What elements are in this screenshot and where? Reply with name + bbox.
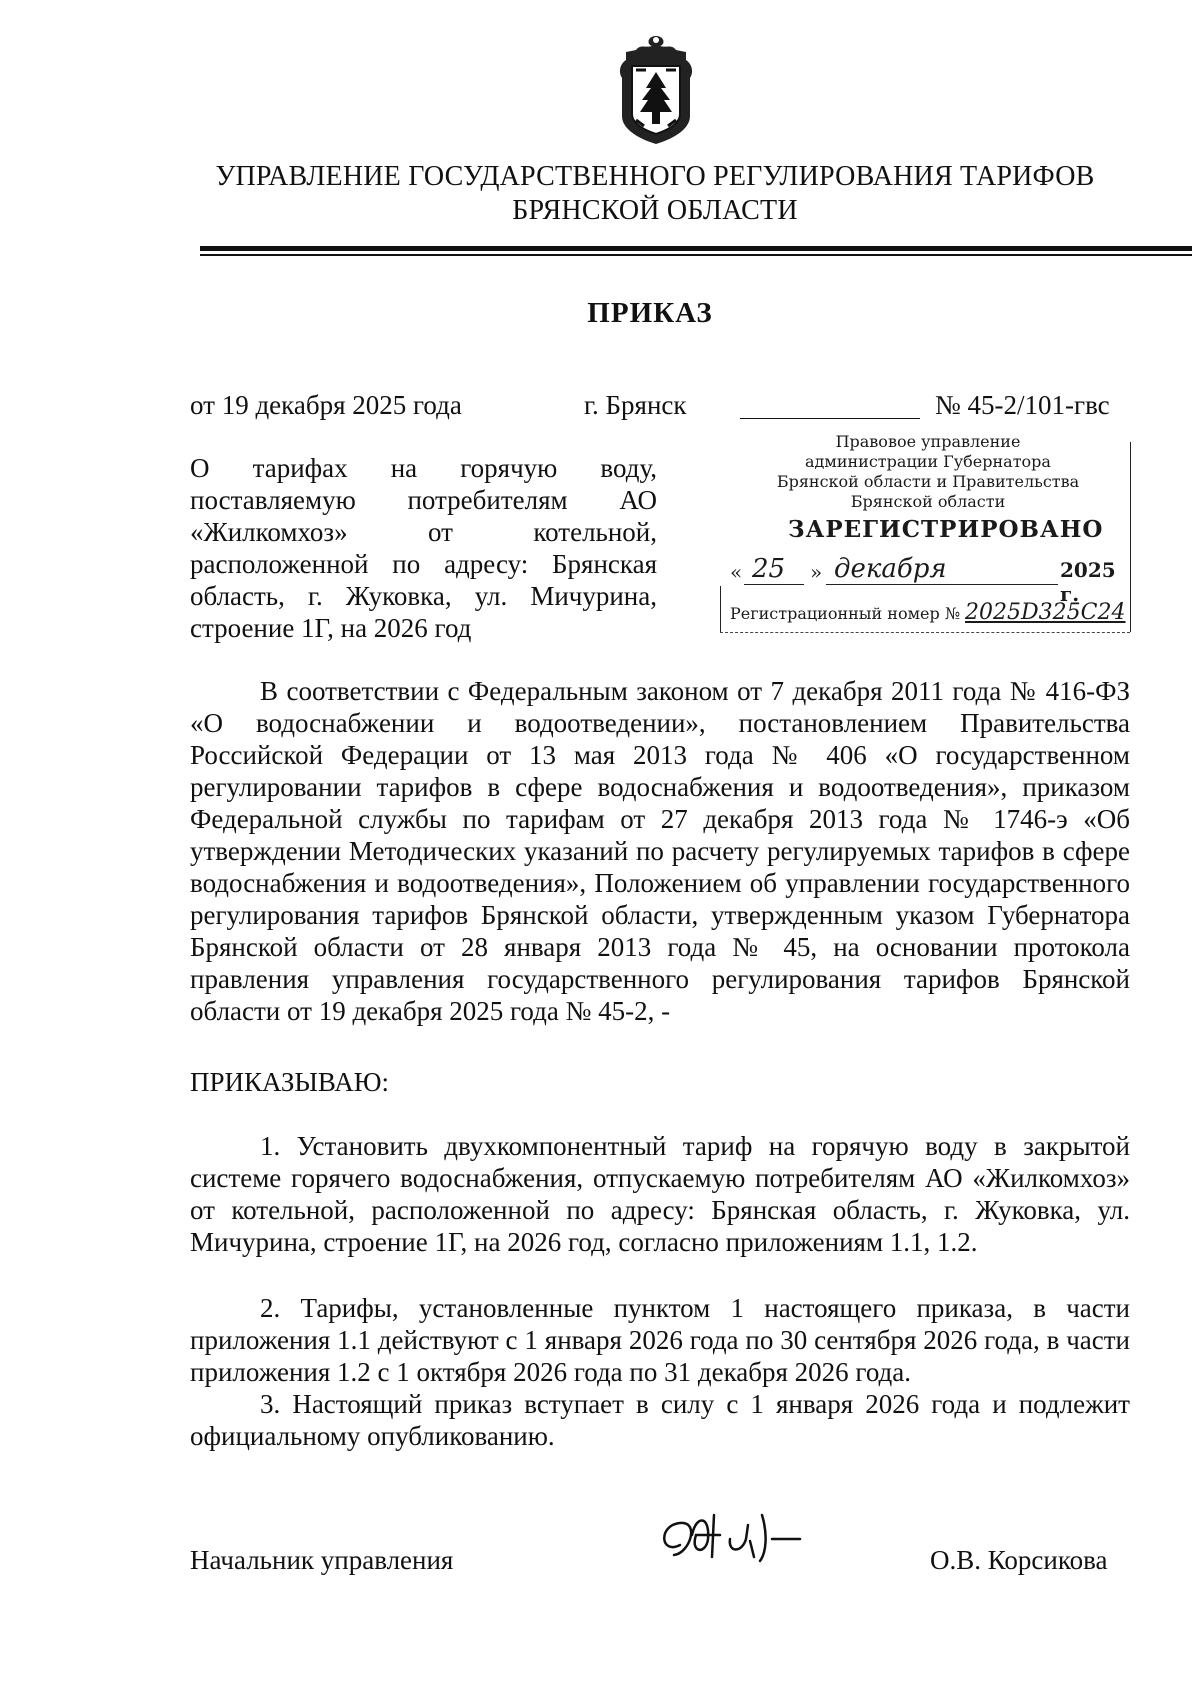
- org-line-1: УПРАВЛЕНИЕ ГОСУДАРСТВЕННОГО РЕГУЛИРОВАНИЯ ТАРИФОВ: [215, 161, 1095, 192]
- order-item-1: 1. Установить двухкомпонентный тариф на горячую воду в закрытой системе горячего водоснабжения, отпускаемую потребителям АО «Жилкомхоз» от котельной, расположенной по адресу: Брянская область, г. Жуковка, ул. Мичурина, строение 1Г, на 2026 год, согласно приложениям 1.1, 1.2.: [190, 1131, 1130, 1257]
- stamp-year: 2025 г.: [1060, 558, 1116, 606]
- signatory-position: Начальник управления: [190, 1545, 454, 1575]
- number-blank-line: [740, 418, 920, 419]
- stamp-reg-label: Регистрационный номер №: [730, 604, 960, 623]
- coat-of-arms-icon: [596, 30, 716, 150]
- header-divider-thin: [200, 254, 1192, 256]
- stamp-month: декабря: [834, 554, 947, 584]
- stamp-border-left: [720, 586, 721, 632]
- order-item-3: 3. Настоящий приказ вступает в силу с 1 января 2026 года и подлежит официальному опубликованию.: [190, 1389, 1130, 1451]
- stamp-line-4: Брянской области: [850, 492, 1006, 511]
- stamp-date: [730, 554, 1130, 606]
- organization-name: [120, 160, 1190, 228]
- stamp-reg-number: 2025D325C24: [965, 600, 1126, 625]
- handwritten-signature: [650, 1495, 830, 1575]
- org-line-2: БРЯНСКОЙ ОБЛАСТИ: [512, 195, 798, 226]
- stamp-day: 25: [752, 554, 786, 584]
- stamp-line-1: Правовое управление: [835, 432, 1021, 451]
- signatory-name: О.В. Корсикова: [930, 1545, 1108, 1575]
- stamp-registration-row: [730, 600, 1126, 625]
- stamp-day-underline: [744, 584, 804, 585]
- registration-stamp: [716, 432, 1136, 632]
- stamp-line-2: администрации Губернатора: [805, 452, 1051, 471]
- stamp-month-underline: [826, 584, 1058, 585]
- stamp-border-bottom: [720, 632, 1130, 633]
- stamp-border-right: [1130, 442, 1131, 632]
- stamp-quote-open: «: [730, 560, 743, 584]
- preamble-paragraph: В соответствии с Федеральным законом от 7 декабря 2011 года № 416-ФЗ «О водоснабжении и водоотведении», постановлением Правительства Российской Федерации от 13 мая 2013 года № 406 «О государственном регулировании тарифов в сфере водоснабжения и водоотведения», приказом Федеральной службы по тарифам от 27 декабря 2013 года № 1746-э «Об утверждении Методических указаний по расчету регулируемых тарифов в сфере водоснабжения и водоотведения», Положением об управлении государственного регулирования тарифов Брянской области, утвержденным указом Губернатора Брянской области от 28 января 2013 года № 45, на основании протокола правления управления государственного регулирования тарифов Брянской области от 19 декабря 2025 года № 45-2, -: [190, 676, 1130, 1026]
- order-keyword: ПРИКАЗЫВАЮ:: [190, 1067, 389, 1097]
- header-divider: [200, 246, 1192, 251]
- stamp-title: ЗАРЕГИСТРИРОВАНО: [788, 516, 1104, 543]
- order-city: г. Брянск: [584, 390, 687, 420]
- order-item-2: 2. Тарифы, установленные пунктом 1 настоящего приказа, в части приложения 1.1 действуют с 1 января 2026 года по 30 сентября 2026 года, в части приложения 1.2 с 1 октября 2026 года по 31 декабря 2026 года.: [190, 1293, 1130, 1387]
- order-date: от 19 декабря 2025 года: [190, 390, 462, 420]
- document-title: ПРИКАЗ: [587, 297, 713, 329]
- stamp-quote-close: »: [810, 560, 823, 584]
- order-number: № 45-2/101-гвс: [935, 390, 1110, 420]
- order-subject: О тарифах на горячую воду, поставляемую потребителям АО «Жилкомхоз» от котельной, расположенной по адресу: Брянская область, г. Жуковка, ул. Мичурина, строение 1Г, на 2026 год: [190, 453, 657, 643]
- stamp-line-3: Брянской области и Правительства: [776, 472, 1080, 491]
